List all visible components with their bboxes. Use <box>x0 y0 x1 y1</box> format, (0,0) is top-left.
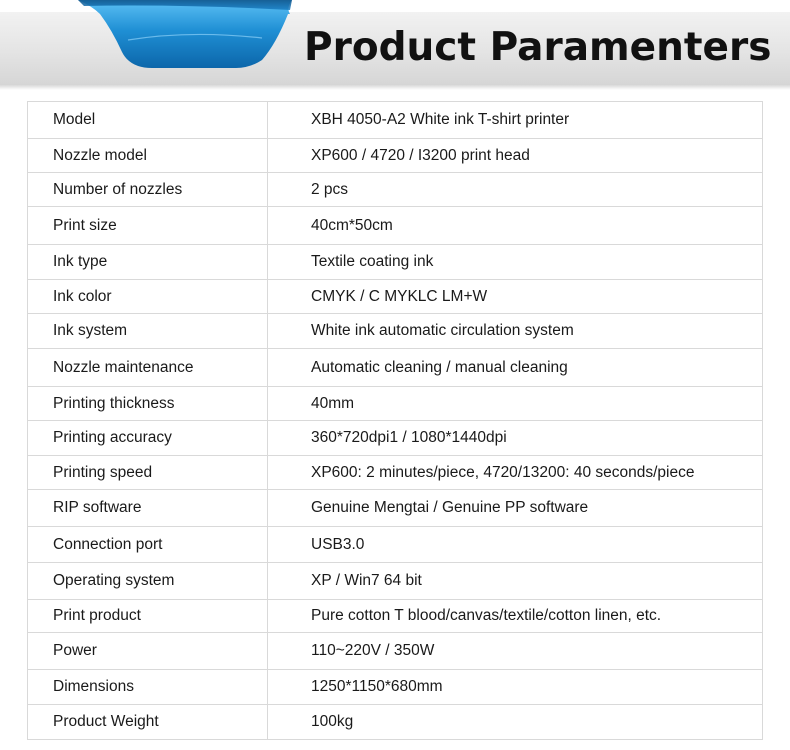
spec-row <box>28 705 763 740</box>
spec-row <box>28 456 763 490</box>
spec-param-value: XBH 4050-A2 White ink T-shirt printer <box>268 102 763 139</box>
spec-param-label: Printing speed <box>28 456 268 490</box>
spec-row <box>28 280 763 314</box>
spec-param-label: Print size <box>28 207 268 245</box>
spec-param-value: 1250*1150*680mm <box>268 670 763 705</box>
spec-param-value: Automatic cleaning / manual cleaning <box>268 349 763 387</box>
spec-param-value: USB3.0 <box>268 527 763 563</box>
spec-param-label: Ink system <box>28 314 268 349</box>
blue-ribbon-decoration <box>0 0 320 92</box>
spec-param-value: Genuine Mengtai / Genuine PP software <box>268 490 763 527</box>
spec-row <box>28 139 763 173</box>
spec-param-label: Operating system <box>28 563 268 600</box>
spec-param-label: Ink type <box>28 245 268 280</box>
spec-param-label: Connection port <box>28 527 268 563</box>
spec-row <box>28 633 763 670</box>
spec-row <box>28 314 763 349</box>
spec-param-value: 360*720dpi1 / 1080*1440dpi <box>268 421 763 456</box>
spec-param-value: XP600: 2 minutes/piece, 4720/13200: 40 seconds/piece <box>268 456 763 490</box>
spec-param-value: Textile coating ink <box>268 245 763 280</box>
spec-param-label: Printing accuracy <box>28 421 268 456</box>
spec-param-value: 100kg <box>268 705 763 740</box>
spec-row <box>28 670 763 705</box>
spec-param-label: Product Weight <box>28 705 268 740</box>
spec-param-label: Nozzle maintenance <box>28 349 268 387</box>
spec-row <box>28 387 763 421</box>
spec-param-label: Print product <box>28 600 268 633</box>
spec-row <box>28 490 763 527</box>
spec-param-value: 40cm*50cm <box>268 207 763 245</box>
spec-param-label: Nozzle model <box>28 139 268 173</box>
spec-param-value: 40mm <box>268 387 763 421</box>
spec-param-value: 110~220V / 350W <box>268 633 763 670</box>
spec-row <box>28 563 763 600</box>
spec-param-label: Dimensions <box>28 670 268 705</box>
spec-row <box>28 600 763 633</box>
spec-table <box>27 101 763 740</box>
header-banner <box>0 0 790 92</box>
spec-param-value: White ink automatic circulation system <box>268 314 763 349</box>
spec-param-value: CMYK / C MYKLC LM+W <box>268 280 763 314</box>
spec-param-label: Power <box>28 633 268 670</box>
spec-param-label: Model <box>28 102 268 139</box>
spec-param-label: Number of nozzles <box>28 173 268 207</box>
spec-param-label: Ink color <box>28 280 268 314</box>
spec-param-value: XP600 / 4720 / I3200 print head <box>268 139 763 173</box>
spec-param-label: Printing thickness <box>28 387 268 421</box>
spec-param-value: 2 pcs <box>268 173 763 207</box>
spec-row <box>28 245 763 280</box>
spec-row <box>28 173 763 207</box>
spec-row <box>28 207 763 245</box>
spec-row <box>28 421 763 456</box>
spec-row <box>28 527 763 563</box>
spec-row <box>28 349 763 387</box>
page-title: Product Paramenters <box>304 25 772 70</box>
spec-param-value: Pure cotton T blood/canvas/textile/cotton linen, etc. <box>268 600 763 633</box>
spec-param-value: XP / Win7 64 bit <box>268 563 763 600</box>
spec-param-label: RIP software <box>28 490 268 527</box>
spec-row <box>28 102 763 139</box>
